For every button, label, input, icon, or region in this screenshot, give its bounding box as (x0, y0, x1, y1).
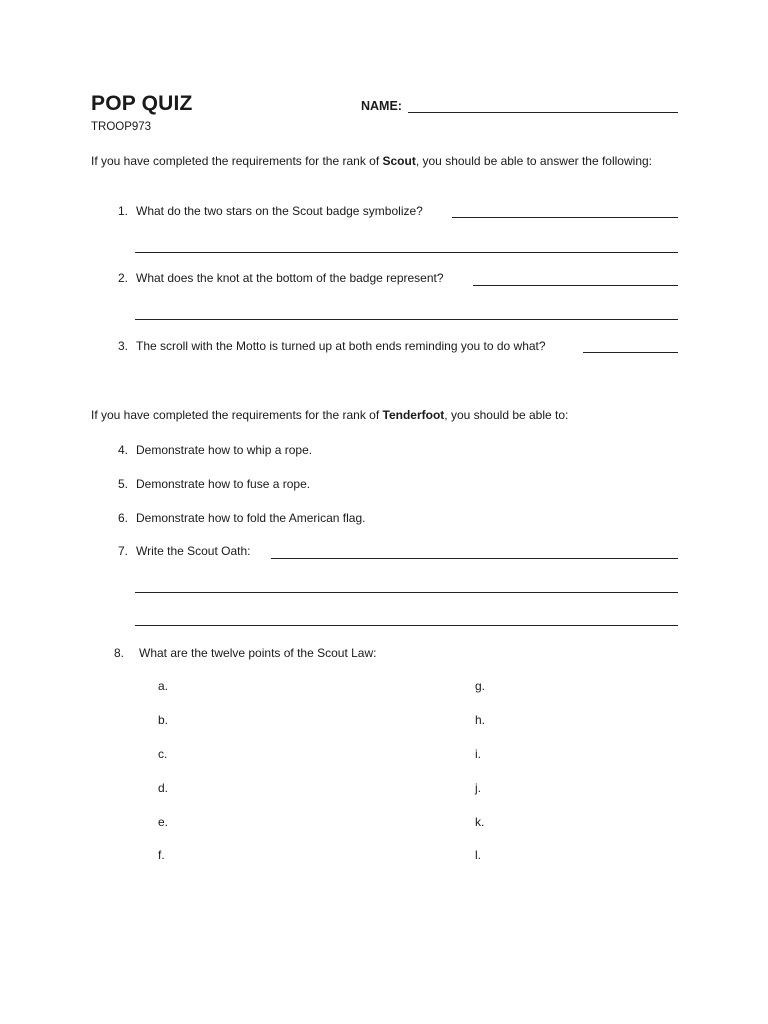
question-3-text: The scroll with the Motto is turned up at both ends reminding you to do what? (136, 339, 546, 353)
scout-intro (91, 153, 681, 170)
item-4-text: Demonstrate how to whip a rope. (136, 443, 313, 457)
scout-oath-answer-line-3[interactable] (135, 625, 678, 626)
item-6-number: 6. (117, 511, 128, 525)
scout-law-letter-d: d. (158, 781, 169, 795)
name-label: NAME: (361, 99, 402, 113)
troop-number: TROOP973 (91, 121, 152, 133)
scout-law-letter-g: g. (475, 679, 486, 693)
item-7-text: Write the Scout Oath: (136, 544, 251, 558)
scout-law-letter-e: e. (158, 815, 169, 829)
tenderfoot-rank: Tenderfoot (382, 408, 445, 422)
page-title: POP QUIZ (91, 92, 193, 115)
question-3-answer-line[interactable] (583, 352, 678, 353)
item-5-number: 5. (117, 477, 128, 491)
question-1-number: 1. (117, 204, 128, 218)
scout-oath-answer-line-2[interactable] (135, 592, 678, 593)
scout-law-letter-l: l. (475, 848, 481, 862)
scout-law-letter-h: h. (475, 713, 486, 727)
scout-law-letter-f: f. (158, 848, 165, 862)
tenderfoot-intro-before: If you have completed the requirements for the rank of (91, 408, 383, 422)
tenderfoot-intro-after: , you should be able to: (444, 408, 569, 422)
item-8-text: What are the twelve points of the Scout Law: (139, 646, 377, 660)
question-2-number: 2. (117, 271, 128, 285)
question-2-answer-line-2[interactable] (135, 319, 678, 320)
item-8-number: 8. (113, 646, 124, 660)
question-1-answer-line-2[interactable] (135, 252, 678, 253)
scout-law-letter-c: c. (158, 747, 168, 761)
item-5-text: Demonstrate how to fuse a rope. (136, 477, 311, 491)
item-7-number: 7. (117, 544, 128, 558)
question-2-answer-line[interactable] (473, 285, 678, 286)
scout-intro-after: , you should be able to answer the following: (415, 154, 652, 168)
question-3-number: 3. (117, 339, 128, 353)
scout-law-letter-a: a. (158, 679, 169, 693)
item-4-number: 4. (117, 443, 128, 457)
question-1-text: What do the two stars on the Scout badge symbolize? (136, 204, 423, 218)
scout-intro-before: If you have completed the requirements for the rank of (91, 154, 383, 168)
question-1-answer-line[interactable] (452, 217, 678, 218)
scout-law-letter-j: j. (475, 781, 481, 795)
item-6-text: Demonstrate how to fold the American flag. (136, 511, 366, 525)
scout-law-letter-k: k. (475, 815, 485, 829)
scout-oath-answer-line-1[interactable] (271, 558, 678, 559)
name-answer-line[interactable] (408, 112, 678, 113)
scout-rank: Scout (382, 154, 416, 168)
tenderfoot-intro (91, 407, 681, 424)
scout-law-letter-i: i. (475, 747, 481, 761)
scout-law-letter-b: b. (158, 713, 169, 727)
question-2-text: What does the knot at the bottom of the badge represent? (136, 271, 444, 285)
